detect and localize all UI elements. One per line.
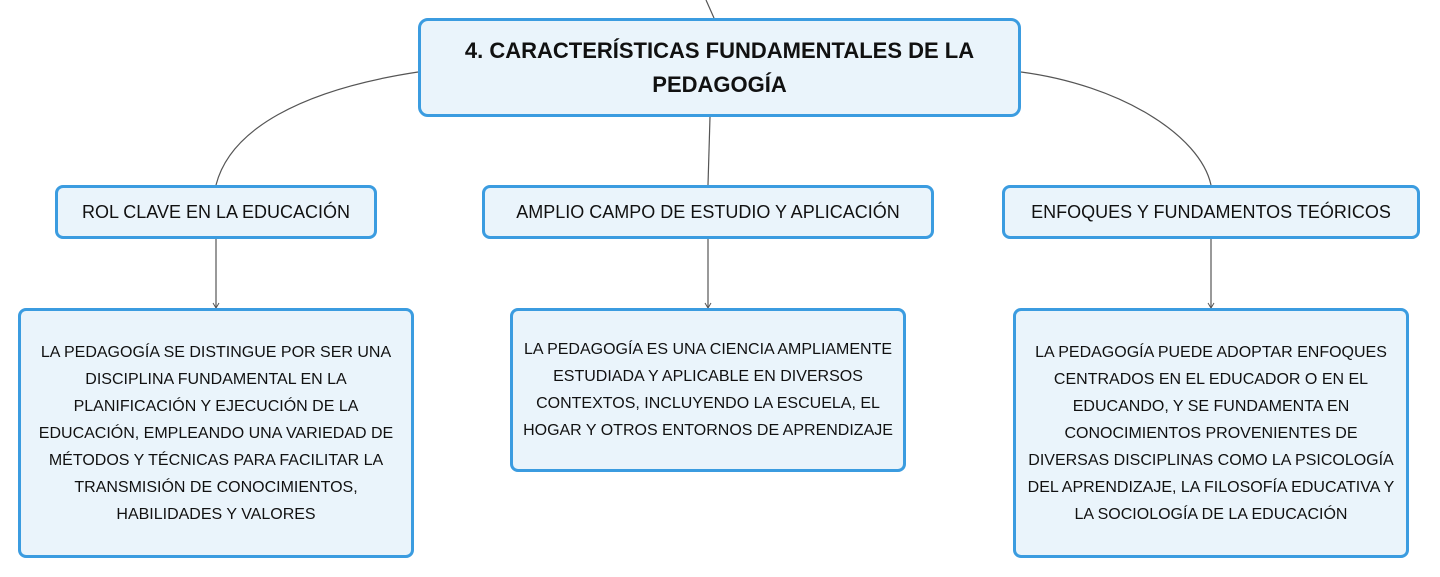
branch-topic-enfoques[interactable]: [1002, 185, 1420, 239]
detail-topic-amplio-campo[interactable]: [510, 308, 906, 472]
root-topic[interactable]: [418, 18, 1021, 117]
branch-topic-rol-clave[interactable]: [55, 185, 377, 239]
root-topic-title: 4. CARACTERÍSTICAS FUNDAMENTALES DE LA PEDAGOGÍA: [464, 37, 975, 97]
connector-root-to-branch-1: [216, 72, 418, 185]
detail-topic-text: LA PEDAGOGÍA ES UNA CIENCIA AMPLIAMENTE ESTUDIADA Y APLICABLE EN DIVERSOS CONTEXTOS, INCLUYENDO LA ESCUELA, EL HOGAR Y OTROS ENTORNOS DE APRENDIZAJE: [523, 341, 893, 439]
connector-root-to-branch-2: [708, 117, 710, 185]
branch-topic-label: ENFOQUES Y FUNDAMENTOS TEÓRICOS: [1031, 202, 1391, 222]
branch-topic-amplio-campo[interactable]: [482, 185, 934, 239]
detail-topic-text: LA PEDAGOGÍA SE DISTINGUE POR SER UNA DISCIPLINA FUNDAMENTAL EN LA PLANIFICACIÓN Y EJECUCIÓN DE LA EDUCACIÓN, EMPLEANDO UNA VARIEDAD DE MÉTODOS Y TÉCNICAS PARA FACILITAR LA TRANSMISIÓN DE CONOCIMIENTOS, HABILIDADES Y VALORES: [38, 343, 394, 523]
detail-topic-text: LA PEDAGOGÍA PUEDE ADOPTAR ENFOQUES CENTRADOS EN EL EDUCADOR O EN EL EDUCANDO, Y SE FUNDAMENTA EN CONOCIMIENTOS PROVENIENTES DE DIVERSAS DISCIPLINAS COMO LA PSICOLOGÍA DEL APRENDIZAJE, LA FILOSOFÍA EDUCATIVA Y LA SOCIOLOGÍA DE LA EDUCACIÓN: [1027, 343, 1395, 523]
detail-topic-enfoques[interactable]: [1013, 308, 1409, 558]
branch-topic-label: ROL CLAVE EN LA EDUCACIÓN: [81, 202, 351, 222]
branch-topic-label: AMPLIO CAMPO DE ESTUDIO Y APLICACIÓN: [516, 202, 900, 222]
connector-incoming: [706, 0, 714, 18]
detail-topic-rol-clave[interactable]: [18, 308, 414, 558]
connector-root-to-branch-3: [1021, 72, 1211, 185]
